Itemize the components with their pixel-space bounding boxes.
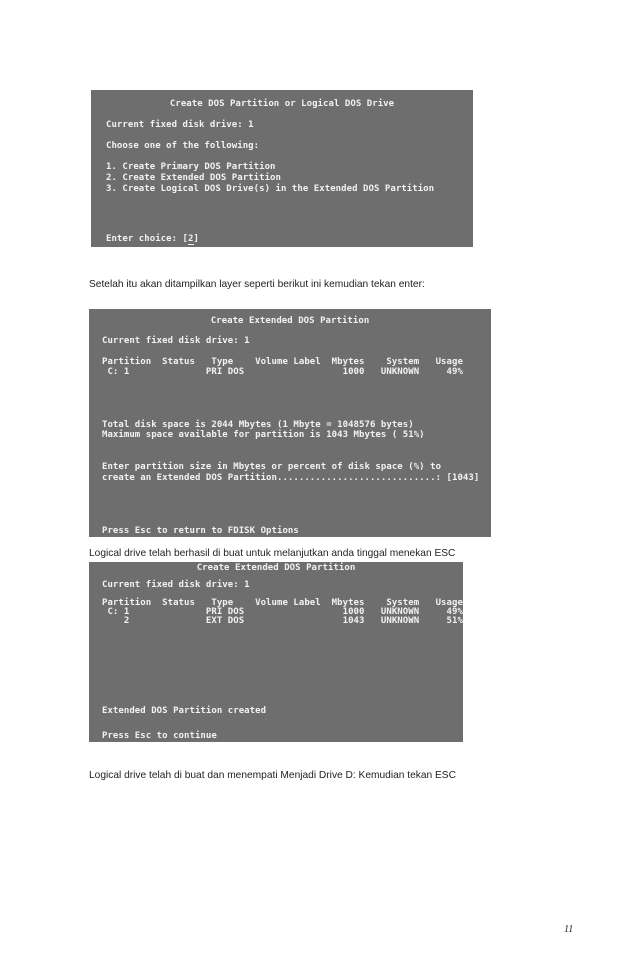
- footer-esc-hint: Press Esc to continue: [102, 731, 217, 741]
- screen-title: Create DOS Partition or Logical DOS Drive: [169, 99, 395, 109]
- enter-choice-line: [106, 234, 199, 245]
- enter-choice-label: Enter choice: [: [106, 234, 189, 244]
- partition-row: C: 1 PRI DOS 1000 UNKNOWN 49%: [102, 367, 463, 377]
- total-disk-space-line: Total disk space is 2044 Mbytes (1 Mbyte = 1048576 bytes): [102, 420, 414, 430]
- status-message: Extended DOS Partition created: [102, 706, 267, 716]
- menu-option-2[interactable]: 2. Create Extended DOS Partition: [106, 173, 281, 183]
- partition-table-header: Partition Status Type Volume Label Mbytes System Usage: [102, 598, 463, 608]
- fdisk-screen-create-partition-menu: [91, 90, 473, 247]
- partition-size-input[interactable]: create an Extended DOS Partition.............................: [1043]: [102, 473, 480, 483]
- current-drive-line: Current fixed disk drive: 1: [102, 336, 250, 346]
- screen-title: Create Extended DOS Partition: [210, 316, 370, 326]
- fdisk-screen-extended-partition-created: [89, 562, 463, 742]
- current-drive-line: Current fixed disk drive: 1: [102, 580, 250, 590]
- partition-row: 2 EXT DOS 1043 UNKNOWN 51%: [102, 616, 463, 626]
- menu-option-3[interactable]: 3. Create Logical DOS Drive(s) in the Extended DOS Partition: [106, 184, 435, 194]
- caption-3: Logical drive telah di buat dan menempati Menjadi Drive D: Kemudian tekan ESC: [89, 770, 456, 781]
- fdisk-screen-create-extended-partition: [89, 309, 491, 537]
- partition-table-header: Partition Status Type Volume Label Mbytes System Usage: [102, 357, 463, 367]
- caption-1: Setelah itu akan ditampilkan layer seperti berikut ini kemudian tekan enter:: [89, 279, 425, 290]
- partition-row: C: 1 PRI DOS 1000 UNKNOWN 49%: [102, 607, 463, 617]
- enter-choice-close: ]: [193, 234, 199, 244]
- choice-input[interactable]: 2: [188, 234, 194, 244]
- choose-prompt: Choose one of the following:: [106, 141, 260, 151]
- screen-title: Create Extended DOS Partition: [196, 563, 356, 573]
- enter-size-line-1: Enter partition size in Mbytes or percent of disk space (%) to: [102, 462, 442, 472]
- current-drive-line: Current fixed disk drive: 1: [106, 120, 254, 130]
- page-number: 11: [564, 924, 574, 935]
- footer-esc-hint: Press Esc to return to FDISK Options: [102, 526, 299, 536]
- menu-option-1[interactable]: 1. Create Primary DOS Partition: [106, 162, 276, 172]
- max-space-line: Maximum space available for partition is 1043 Mbytes ( 51%): [102, 430, 425, 440]
- caption-2: Logical drive telah berhasil di buat untuk melanjutkan anda tinggal menekan ESC: [89, 548, 456, 559]
